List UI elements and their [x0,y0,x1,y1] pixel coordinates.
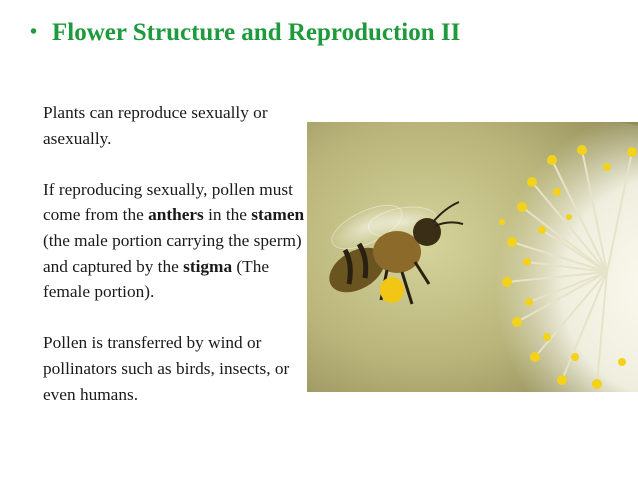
term-stamen: stamen [251,205,305,225]
bee-pollen-basket [380,277,404,303]
pollen-source-text-1: If reproducing sexually, pollen must come from the [43,179,293,225]
body-text [43,100,305,407]
bee-head [413,218,441,246]
term-stigma: stigma [183,256,233,276]
bee-pollinating-flower-photo [307,122,638,392]
paragraph-pollinators-text: Pollen is transferred by wind or pollinators such as birds, insects, or even humans. [43,333,290,404]
pollen-source-text-4: (The female portion). [43,256,270,302]
bee-thorax [373,231,421,273]
pollen-source-text-3: (the male portion carrying the sperm) and captured by the [43,230,302,276]
term-anthers: anthers [148,205,204,225]
title-bullet: • [30,21,38,43]
paragraph-pollinators [43,330,305,407]
paragraph-reproduction-text: Plants can reproduce sexually or asexually. [43,103,268,148]
bee-flower-illustration [307,122,638,392]
title-text: Flower Structure and Reproduction II [52,19,461,46]
paragraph-reproduction [43,100,305,151]
paragraph-pollen-source [43,177,305,305]
pollen-source-text-2: in the [203,205,252,225]
slide-title [30,19,460,47]
